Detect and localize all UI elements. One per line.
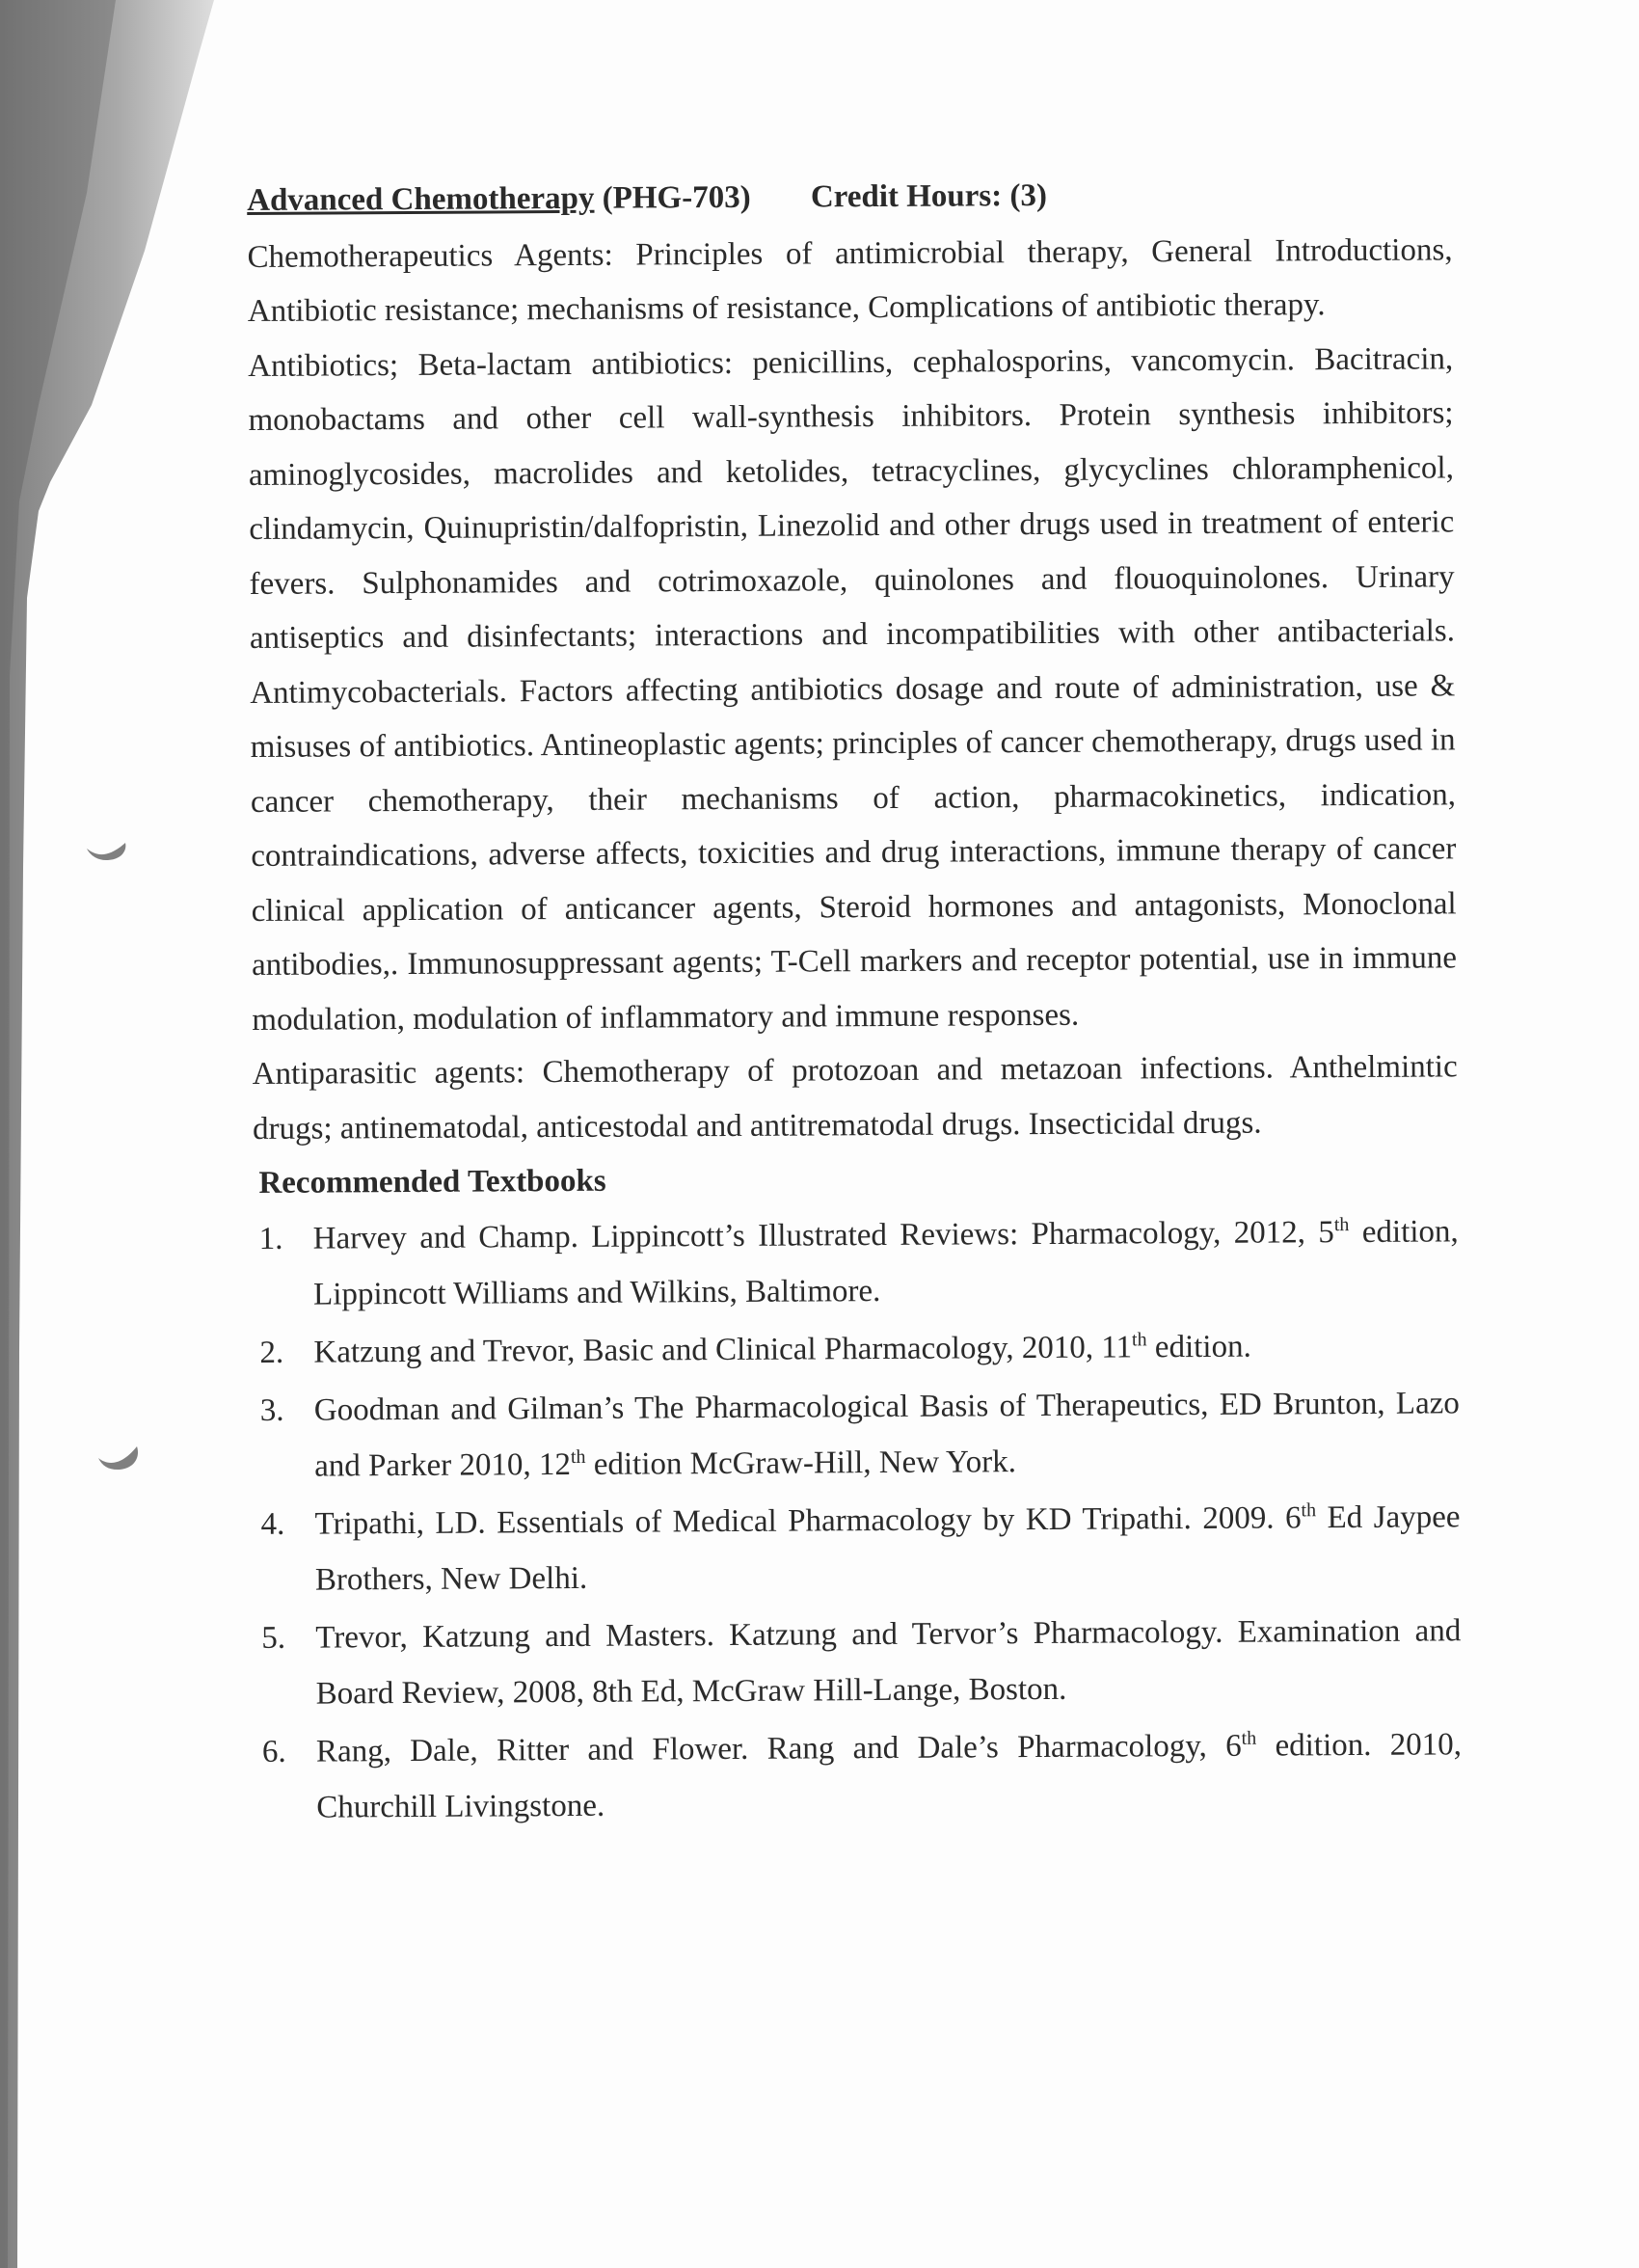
textbook-text-rest: Ed Jaypee Brothers, New Delhi. (314, 1498, 1461, 1598)
list-number: 5. (261, 1620, 286, 1656)
paragraph-antibiotics: Antibiotics; Beta-lactam antibiotics: penicillins, cephalosporins, vancomycin. Bacitracin, monobactams and other cell wall-synthesis inhibitors. Protein synthesis inhibitors; aminoglycosides, macrolides and ketolides, tetracyclines, glycyclines chloramphenicol, clindamycin, Quinupristin/dalfopristin, Linezolid and other drugs used in treatment of enteric fevers. Sulphonamides and cotrimoxazole, quinolones and flouoquinolones. Urinary antiseptics and disinfectants; interactions and incompatibilities with other antibacterials. Antimycobacterials. Factors affecting antibiotics dosage and route of administration, use & misuses of antibiotics. Antineoplastic agents; principles of cancer chemotherapy, drugs used in cancer chemotherapy, their mechanisms of action, pharmacokinetics, indication, contraindications, adverse affects, toxicities and drug interactions, immune therapy of cancer clinical application of anticancer agents, Steroid hormones and antagonists, Monoclonal antibodies,. Immunosuppressant agents; T-Cell markers and receptor potential, use in immune modulation, modulation of inflammatory and immune responses. (248, 340, 1458, 1038)
list-number: 6. (261, 1734, 286, 1769)
textbook-text-rest: edition. (1146, 1329, 1251, 1364)
list-number: 1. (258, 1221, 283, 1256)
textbook-item (255, 1375, 1461, 1495)
textbook-text: Goodman and Gilman’s The Pharmacological Basis of Therapeutics, ED Brunton, Lazo and Parker 2010, 12 (313, 1385, 1460, 1484)
course-code: (PHG-703) (602, 179, 751, 216)
textbook-text: Rang, Dale, Ritter and Flower. Rang and Dale’s Pharmacology, 6 (315, 1728, 1242, 1769)
textbook-text-rest: edition. 2010, Churchill Livingstone. (316, 1726, 1463, 1825)
textbook-item (254, 1317, 1459, 1381)
textbook-text-rest: edition, Lippincott Williams and Wilkins, Baltimore. (312, 1213, 1459, 1312)
textbook-text: Tripathi, LD. Essentials of Medical Pharmacology by KD Tripathi. 2009. 6 (314, 1499, 1302, 1542)
ordinal-suffix: th (1333, 1213, 1350, 1235)
ordinal-suffix: th (1301, 1498, 1317, 1521)
textbook-item (256, 1716, 1463, 1836)
textbooks-heading: Recommended Textbooks (258, 1163, 606, 1201)
ordinal-suffix: th (1241, 1727, 1257, 1749)
binder-clip-mark-icon (83, 831, 141, 870)
ordinal-suffix: th (1131, 1328, 1147, 1350)
binder-clip-mark-icon (93, 1437, 150, 1475)
list-number: 3. (259, 1392, 284, 1428)
ordinal-suffix: th (570, 1445, 586, 1468)
textbook-text: Harvey and Champ. Lippincott’s Illustrated Reviews: Pharmacology, 2012, 5 (312, 1214, 1334, 1256)
textbook-text-rest: edition McGraw-Hill, New York. (585, 1444, 1017, 1482)
course-heading (247, 166, 1452, 228)
textbook-item (255, 1489, 1461, 1608)
course-title: Advanced Chemotherapy (247, 180, 595, 218)
list-number: 2. (259, 1335, 284, 1370)
textbook-item (254, 1203, 1460, 1323)
textbook-text: Katzung and Trevor, Basic and Clinical Pharmacology, 2010, 11 (313, 1329, 1133, 1370)
document-body (247, 166, 1463, 1837)
textbook-text: Trevor, Katzung and Masters. Katzung and Tervor’s Pharmacology. Examination and Board Review, 2008, 8th Ed, McGraw Hill-Lange, Boston. (315, 1612, 1462, 1712)
credit-hours: Credit Hours: (3) (810, 177, 1048, 215)
textbook-item (255, 1603, 1462, 1722)
paragraph-chemotherapeutics: Chemotherapeutics Agents: Principles of antimicrobial therapy, General Introductions, Antibiotic resistance; mechanisms of resistance, Complications of antibiotic therapy. (247, 231, 1453, 329)
paragraph-antiparasitic: Antiparasitic agents: Chemotherapy of protozoan and metazoan infections. Anthelmintic drugs; antinematodal, anticestodal and antitrematodal drugs. Insecticidal drugs. (252, 1049, 1458, 1147)
scan-shadow-edge (0, 0, 231, 2268)
textbook-list (254, 1203, 1463, 1836)
list-number: 4. (260, 1506, 285, 1542)
